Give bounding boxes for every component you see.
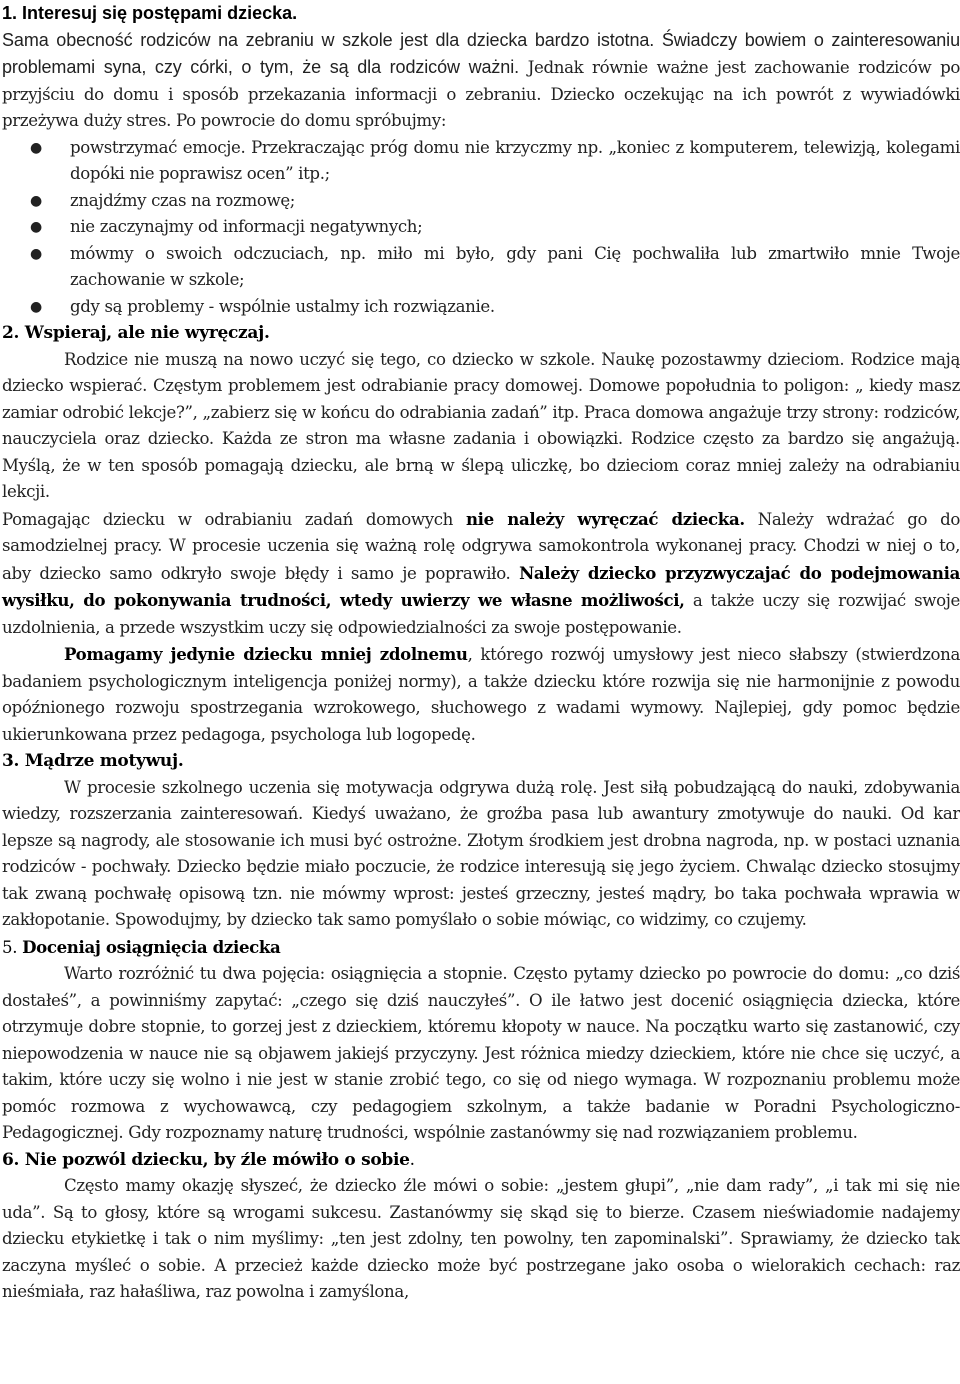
bullet-icon: ●: [30, 219, 42, 235]
section-2-paragraph-2: Pomagając dziecku w odrabianiu zadań domowych nie należy wyręczać dziecka. Należy wdrażać go do samodzielnej pracy. W procesie uczenia się ważną rolę odgrywa samokontrola wykonanej pracy. Chodzi w niej o to, aby dziecko samo odkryło swoje błędy i samo je poprawiło. Należy dziecko przyzwyczajać do podejmowania wysiłku, do pokonywania trudności, wtedy uwierzy we własne możliwości, a także uczy się rozwijać swoje uzdolnienia, a przede wszystkim uczy się odpowiedzialności za swoje postępowanie.: [2, 508, 960, 637]
section-2-paragraph-1: Rodzice nie muszą na nowo uczyć się tego, co dziecko w szkole. Naukę pozostawmy dzieciom. Rodzice mają dziecko wspierać. Częstym problemem jest odrabianie pracy domowej. Domowe popołudnia to poligon: „ kiedy masz zamiar odrobić lekcje?”, „zabierz się w końcu do odrabiania zadań” itp. Praca domowa angażuje trzy strony: rodziców, nauczyciela oraz dziecko. Każda ze stron ma własne zadania i obowiązki. Rodzice często za bardzo się angażują. Myślą, że w ten sposób pomagają dziecku, ale brną w ślepą uliczkę, bo dzieciom coraz mniej zależy na odrabianiu lekcji.: [2, 349, 960, 501]
bullet-icon: ●: [30, 139, 42, 156]
section-1-bullet-list: [2, 135, 960, 321]
section-1-intro-sans: Sama obecność rodziców na zebraniu w szkole jest dla dziecka bardzo istotna. Świadczy bowiem o zainteresowaniu problemami syna, czy córki, o tym, że są dla rodziców ważni.: [2, 29, 960, 77]
section-1-intro-serif: Jednak równie ważne jest zachowanie rodziców po przyjściu do domu i sposób przekazania informacji o zebraniu. Dziecko oczekując na ich powrót z wywiadówki przeżywa duży stres. Po powrocie do domu spróbujmy:: [2, 58, 960, 130]
section-6-heading: 6. Nie pozwól dziecku, by źle mówiło o sobie.: [2, 1149, 415, 1170]
list-item: ● powstrzymać emocje. Przekraczając próg domu nie krzyczmy np. „koniec z komputerem, telewizją, kolegami dopóki nie poprawisz ocen” itp.;: [2, 135, 960, 188]
bullet-icon: ●: [30, 192, 42, 209]
list-item: ● nie zaczynajmy od informacji negatywnych;: [2, 214, 960, 241]
section-5-paragraph-1: Warto rozróżnić tu dwa pojęcia: osiągnięcia a stopnie. Często pytamy dziecko po powrocie do domu: „co dziś dostałeś”, a powinniśmy zapytać: „czego się dziś nauczyłeś”. O ile łatwo jest docenić osiągnięcia dziecka, które otrzymuje dobre stopnie, to gorzej jest z dzieckiem, któremu kłopoty w nauce. Na początku warto się zastanowić, czy niepowodzenia w nauce nie są objawem jakiejś przyczyny. Jest różnica miedzy dzieckiem, które nie chce się uczyć, a takim, które uczy się wolno i nie jest w stanie zrobić tego, co się od niego wymaga. W rozpoznaniu problemu może pomóc rozmowa z wychowawcą, czy pedagogiem szkolnym, a także badanie w Poradni Psychologiczno- Pedagogicznej. Gdy rozpoznamy naturę trudności, wspólnie zastanówmy się nad rozwiązaniem problemu.: [2, 964, 960, 1142]
emphasis: nie należy wyręczać dziecka.: [465, 508, 745, 529]
section-6-paragraph-1: Często mamy okazję słyszeć, że dziecko źle mówi o sobie: „jestem głupi”, „nie dam rady”, „i tak mi się nie uda”. Są to głosy, które są wrogami sukcesu. Zastanówmy się skąd się to bierze. Czasem nieświadomie nadajemy dziecku etykietkę i tak o nim myślimy: „ten jest zdolny, ten powolny, ten zapominalski”. Sprawiamy, że dziecko tak zaczyna myśleć o sobie. A przecież każde dziecko może być postrzegane jako osoba o wielorakich cechach: raz nieśmiała, raz hałaśliwa, raz powolna i zamyślona,: [2, 1176, 960, 1301]
section-1-intro: [2, 27, 960, 135]
list-item: ● znajdźmy czas na rozmowę;: [2, 188, 960, 215]
emphasis: Pomagamy jedynie dziecku mniej zdolnemu: [64, 644, 468, 664]
list-item: ● gdy są problemy - wspólnie ustalmy ich rozwiązanie.: [2, 294, 960, 321]
section-5-heading: 5. Doceniaj osiągnięcia dziecka: [2, 936, 281, 957]
section-3-heading: 3. Mądrze motywuj.: [2, 751, 184, 771]
emphasis: Należy dziecko przyzwyczajać do podejmowania wysiłku, do pokonywania trudności, wtedy uwierzy we własne możliwości,: [2, 562, 960, 610]
list-item: ● mówmy o swoich odczuciach, np. miło mi było, gdy pani Cię pochwaliła lub zmartwiło mnie Twoje zachowanie w szkole;: [2, 241, 960, 294]
bullet-icon: ●: [30, 298, 42, 315]
section-1-heading: 1. Interesuj się postępami dziecka.: [2, 3, 298, 23]
section-2-heading: 2. Wspieraj, ale nie wyręczaj.: [2, 323, 270, 343]
section-3-paragraph-1: W procesie szkolnego uczenia się motywacja odgrywa dużą rolę. Jest siłą pobudzającą do nauki, zdobywania wiedzy, rozszerzania zainteresowań. Kiedyś uważano, że groźba pasa lub awantury zmotywuje do nauki. Od kar lepsze są nagrody, ale stosowanie ich musi być ostrożne. Złotym środkiem jest drobna nagroda, np. w postaci uznania rodziców - pochwały. Dziecko będzie miało poczucie, że rodzice interesują się jego życiem. Chwaląc dziecko stosujmy tak zwaną pochwałę opisową tzn. nie mówmy wprost: jesteś grzeczny, jesteś mądry, bo taka pochwała wprawia w zakłopotanie. Spowodujmy, by dziecko tak samo pomyślało o sobie mówiąc, co widzimy, co czujemy.: [2, 777, 960, 929]
bullet-icon: ●: [30, 245, 42, 262]
section-2-paragraph-3: Pomagamy jedynie dziecku mniej zdolnemu, którego rozwój umysłowy jest nieco słabszy (stwierdzona badaniem psychologicznym inteligencja poniżej normy), a także dziecku które rozwija się nie harmonijnie z powodu opóźnionego rozwoju spostrzegania wzrokowego, słuchowego z wadami wymowy. Najlepiej, gdy pomoc będzie ukierunkowana przez pedagoga, psychologa lub logopedę.: [2, 644, 960, 744]
